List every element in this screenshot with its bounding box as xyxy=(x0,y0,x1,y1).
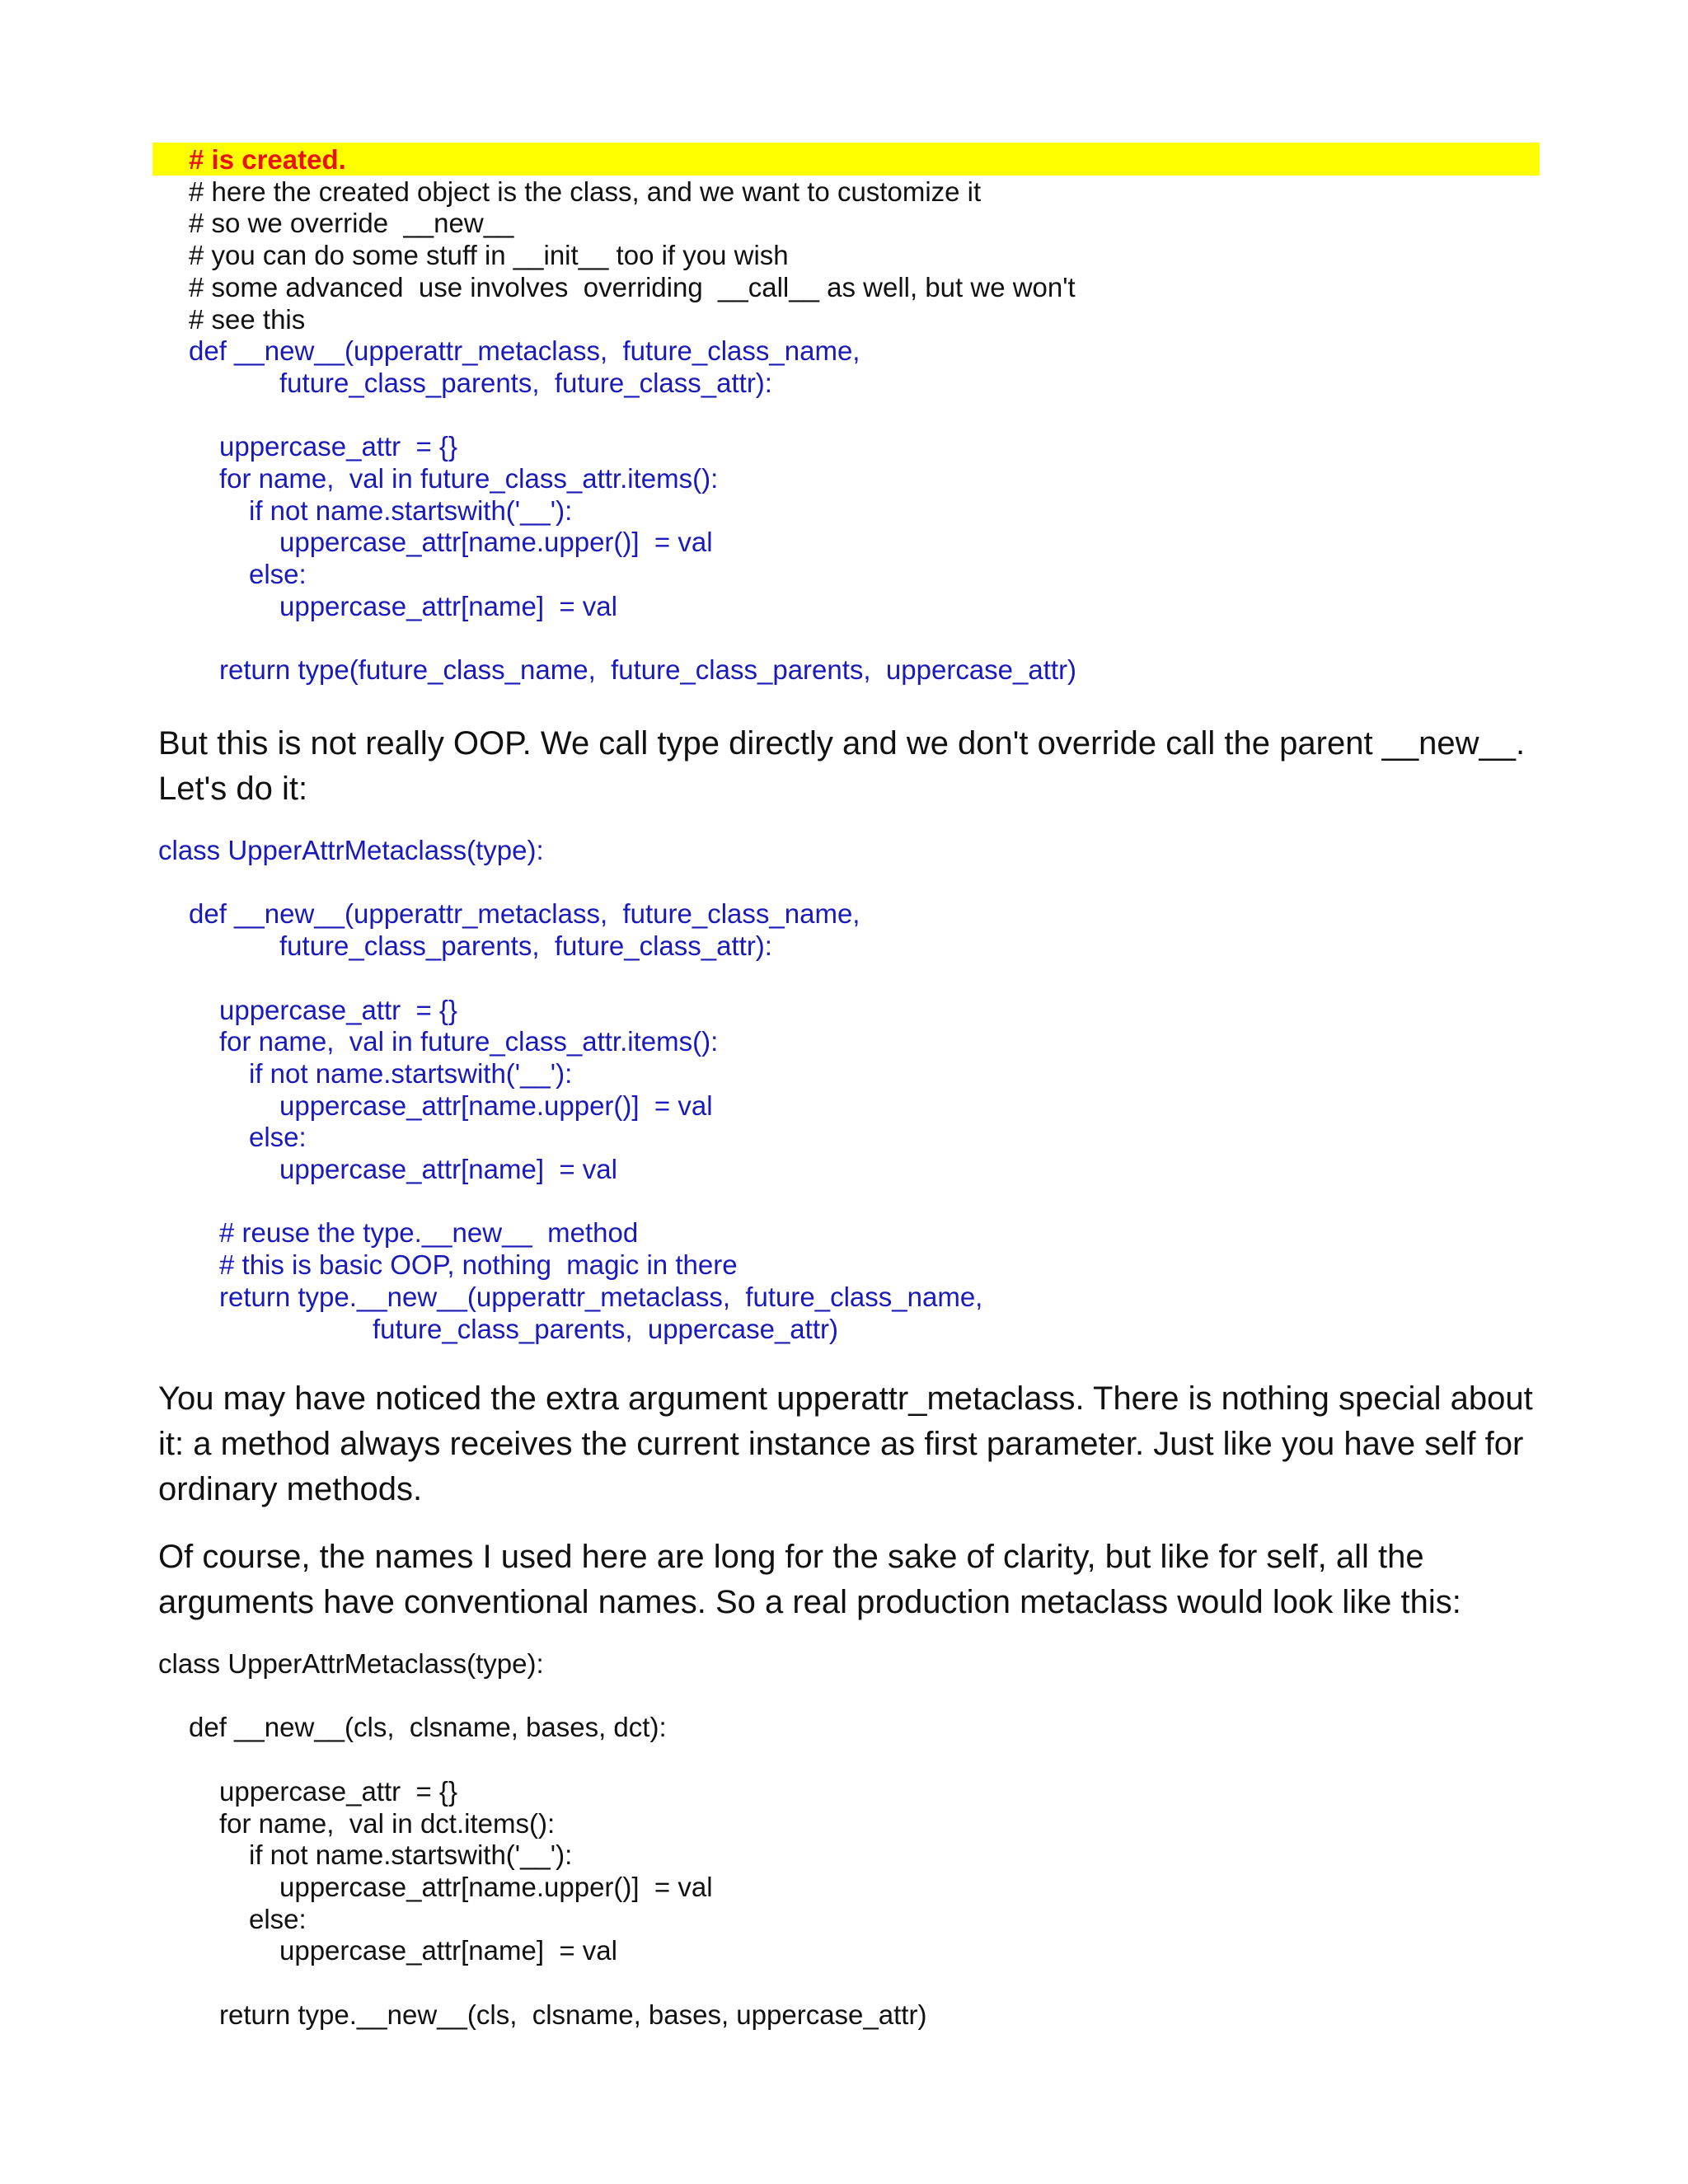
code-line: else: xyxy=(249,559,307,590)
code-line: future_class_parents, future_class_attr): xyxy=(279,367,772,398)
paragraph-1: But this is not really OOP. We call type directly and we don't override call the parent __new__. Let's do it: xyxy=(158,725,1526,807)
code-line: uppercase_attr[name] = val xyxy=(279,1935,617,1966)
code-line: future_class_parents, uppercase_attr) xyxy=(373,1313,838,1344)
code-line: def __new__(cls, clsname, bases, dct): xyxy=(189,1712,667,1743)
paragraph-2: You may have noticed the extra argument upperattr_metaclass. There is nothing special about it: a method always receives the current instance as first parameter. Just like you have self for ordinary methods. xyxy=(158,1380,1533,1507)
code-line: uppercase_attr = {} xyxy=(219,431,457,462)
code-line: return type(future_class_name, future_class_parents, uppercase_attr) xyxy=(219,654,1077,686)
code-line: uppercase_attr[name] = val xyxy=(279,1154,617,1184)
code-line: return type.__new__(upperattr_metaclass, future_class_name, xyxy=(219,1281,983,1312)
paragraph-3: Of course, the names I used here are long for the sake of clarity, but like for self, all the arguments have conventional names. So a real production metaclass would look like this: xyxy=(158,1539,1461,1620)
code-line: uppercase_attr = {} xyxy=(219,994,457,1025)
code-line: class UpperAttrMetaclass(type): xyxy=(158,1648,544,1679)
code-line: for name, val in dct.items(): xyxy=(219,1807,556,1839)
code-line: uppercase_attr = {} xyxy=(219,1775,457,1807)
code-line: # here the created object is the class, and we want to customize it xyxy=(189,176,982,207)
code-line: def __new__(upperattr_metaclass, future_class_name, xyxy=(189,335,860,367)
code-line: if not name.startswith('__'): xyxy=(249,1057,573,1089)
code-line: # this is basic OOP, nothing magic in there xyxy=(219,1249,738,1281)
code-line: return type.__new__(cls, clsname, bases, uppercase_attr) xyxy=(219,1999,927,2030)
code-line: # you can do some stuff in __init__ too if you wish xyxy=(189,240,789,271)
code-line: future_class_parents, future_class_attr): xyxy=(279,930,772,962)
code-line: class UpperAttrMetaclass(type): xyxy=(158,835,544,865)
code-line: for name, val in future_class_attr.items(): xyxy=(219,463,719,494)
code-line: uppercase_attr[name.upper()] = val xyxy=(279,527,713,558)
code-line: uppercase_attr[name.upper()] = val xyxy=(279,1090,713,1121)
code-line: uppercase_attr[name.upper()] = val xyxy=(279,1871,713,1902)
code-line: # some advanced use involves overriding __call__ as well, but we won't xyxy=(189,271,1076,302)
code-line: else: xyxy=(249,1903,307,1934)
code-line: for name, val in future_class_attr.items(): xyxy=(219,1026,719,1057)
code-line: if not name.startswith('__'): xyxy=(249,494,573,526)
highlight-bar xyxy=(152,143,1540,176)
code-line: uppercase_attr[name] = val xyxy=(279,590,617,621)
code-line: # see this xyxy=(189,303,306,335)
code-line: # reuse the type.__new__ method xyxy=(219,1217,639,1249)
code-line: def __new__(upperattr_metaclass, future_class_name, xyxy=(189,898,860,930)
code-line: # is created. xyxy=(189,144,346,175)
code-line: else: xyxy=(249,1122,307,1153)
code-line: if not name.startswith('__'): xyxy=(249,1840,573,1871)
code-line: # so we override __new__ xyxy=(189,208,514,239)
